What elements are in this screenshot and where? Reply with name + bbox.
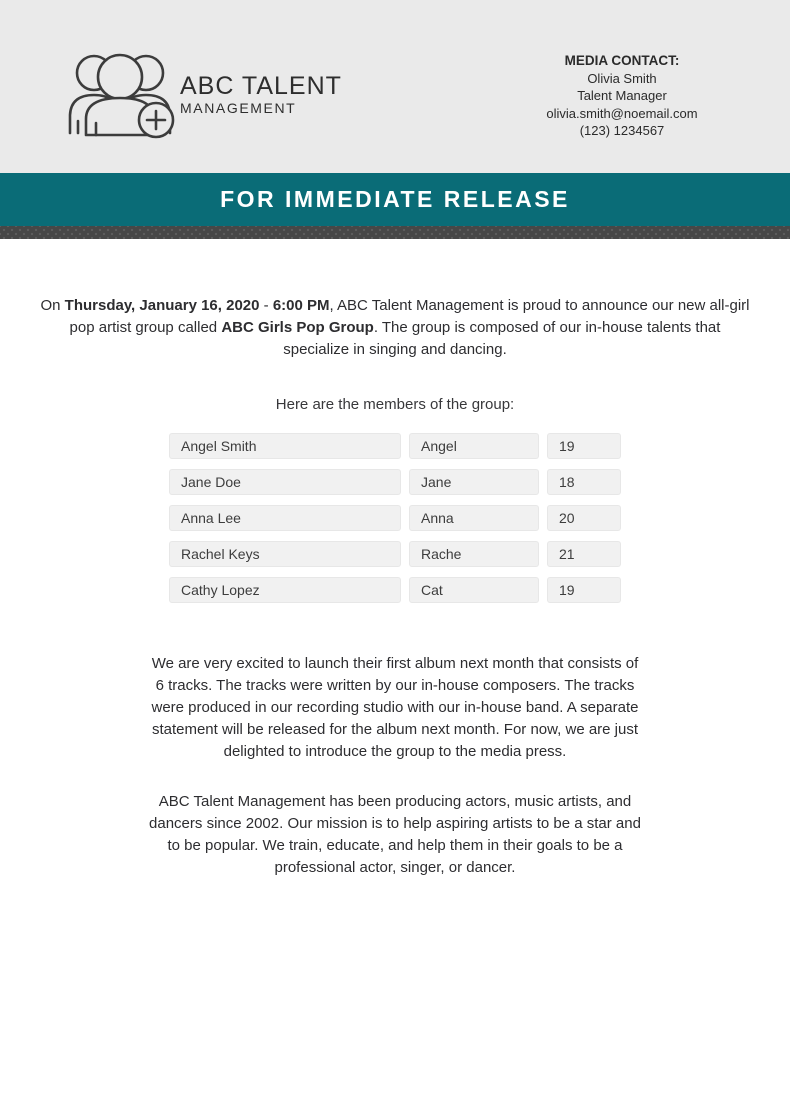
table-row <box>169 469 621 495</box>
contact-name: Olivia Smith <box>587 70 657 86</box>
age-cell: 20 <box>547 505 621 531</box>
stage-name-cell: Angel <box>409 433 539 459</box>
brand-name: ABC TALENT <box>180 72 342 100</box>
age-cell: 19 <box>547 577 621 603</box>
release-banner-title: FOR IMMEDIATE RELEASE <box>220 186 570 212</box>
media-contact-label: MEDIA CONTACT: <box>564 53 680 68</box>
contact-role: Talent Manager <box>577 88 667 103</box>
brand-logo <box>64 47 342 139</box>
member-name-cell: Angel Smith <box>169 433 401 459</box>
stage-name-cell: Jane <box>409 469 539 495</box>
age-cell: 19 <box>547 433 621 459</box>
table-row <box>169 505 621 531</box>
texture-strip <box>0 226 790 239</box>
intro-segment: On <box>40 297 65 314</box>
age-cell: 21 <box>547 541 621 567</box>
intro-paragraph <box>38 295 752 361</box>
company-paragraph: ABC Talent Management has been producing actors, music artists, and dancers since 2002. Our mission is to help aspiring artists to be a star and to be popular. We train, educate, and help them in their goals to be a professional actor, singer, or dancer. <box>149 793 641 876</box>
member-name-cell: Jane Doe <box>169 469 401 495</box>
intro-segment: - <box>259 297 273 314</box>
member-name-cell: Rachel Keys <box>169 541 401 567</box>
release-banner <box>0 173 790 226</box>
intro-date: Thursday, January 16, 2020 <box>64 297 260 314</box>
contact-email: olivia.smith@noemail.com <box>546 105 698 121</box>
contact-phone: (123) 1234567 <box>579 123 665 138</box>
media-contact-block <box>502 52 742 140</box>
header <box>0 0 790 173</box>
people-group-add-icon <box>64 47 176 139</box>
stage-name-cell: Rache <box>409 541 539 567</box>
stage-name-cell: Cat <box>409 577 539 603</box>
brand-text <box>180 73 342 116</box>
intro-segment: . The group is composed of our in-house talents that specialize in singing and dancing. <box>283 319 721 358</box>
album-paragraph: We are very excited to launch their first album next month that consists of 6 tracks. The tracks were written by our in-house composers. The tracks were produced in our recording studio with our in-house band. A separate statement will be released for the album next month. For now, we are just delighted to introduce the group to the media press. <box>151 655 639 760</box>
table-row <box>169 577 621 603</box>
brand-subtitle: MANAGEMENT <box>180 100 297 116</box>
member-name-cell: Cathy Lopez <box>169 577 401 603</box>
stage-name-cell: Anna <box>409 505 539 531</box>
intro-group-name: ABC Girls Pop Group <box>221 319 374 336</box>
members-table <box>169 433 621 603</box>
intro-segment: , ABC Talent Management is proud to announce our new all-girl pop artist group called <box>69 297 750 336</box>
age-cell: 18 <box>547 469 621 495</box>
table-row <box>169 433 621 459</box>
members-heading: Here are the members of the group: <box>275 396 515 413</box>
intro-time: 6:00 PM <box>272 297 330 314</box>
table-row <box>169 541 621 567</box>
member-name-cell: Anna Lee <box>169 505 401 531</box>
